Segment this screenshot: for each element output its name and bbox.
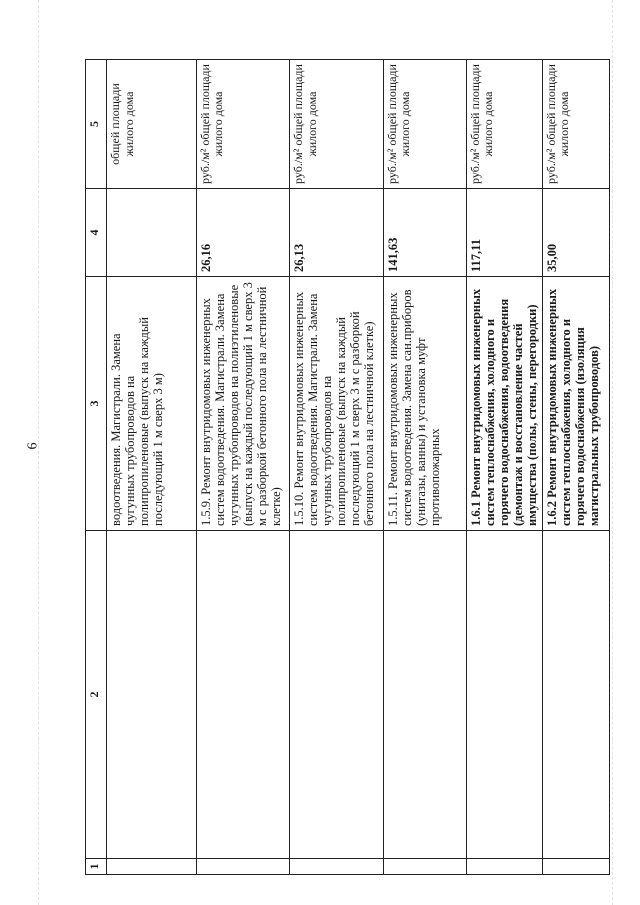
cell-unit: руб./м² общей площади жилого дома — [466, 60, 542, 189]
cell-col-1 — [290, 859, 383, 875]
cell-col-2 — [542, 531, 609, 859]
cell-description: 1.5.11. Ремонт внутридомовых инженерных систем водоотведения. Замена сан.приборов (унитазы, ванны) и установка муфт противопожарных — [383, 277, 466, 531]
cell-value: 26,16 — [196, 189, 289, 277]
header-col-5: 5 — [86, 60, 107, 189]
table-row — [107, 60, 196, 875]
cell-value — [107, 189, 196, 277]
cell-col-1 — [107, 859, 196, 875]
cell-description: 1.6.1 Ремонт внутридомовых инженерных систем теплоснабжения, холодного и горячего водоснабжения, водоотведения (демонтаж и восстановление частей имущества (полы, стены, перегородки) — [466, 277, 542, 531]
cell-value: 141,63 — [383, 189, 466, 277]
table-row — [196, 60, 289, 875]
cell-description: 1.6.2 Ремонт внутридомовых инженерных систем теплоснабжения, холодного и горячего водоснабжения (изоляция магистральных трубопроводов) — [542, 277, 609, 531]
page-number: 6 — [25, 442, 41, 450]
cell-unit: руб./м² общей площади жилого дома — [196, 60, 289, 189]
cell-value: 26,13 — [290, 189, 383, 277]
table-body — [107, 60, 610, 875]
cell-col-2 — [290, 531, 383, 859]
table-row — [383, 60, 466, 875]
cell-col-1 — [196, 859, 289, 875]
table-row — [290, 60, 383, 875]
header-col-3: 3 — [86, 277, 107, 531]
cell-col-1 — [542, 859, 609, 875]
table-row — [542, 60, 609, 875]
cell-description: 1.5.9. Ремонт внутридомовых инженерных систем водоотведения. Магистрали. Замена чугунных трубопроводов на полиэтиленовые (выпуск на каждый последующий 1 м сверх 3 м с разборкой бетонного пола на лестничной клетке) — [196, 277, 289, 531]
header-col-4: 4 — [86, 189, 107, 277]
cell-col-2 — [466, 531, 542, 859]
cell-col-2 — [107, 531, 196, 859]
header-col-1: 1 — [86, 859, 107, 875]
cell-unit: руб./м² общей площади жилого дома — [290, 60, 383, 189]
cell-col-2 — [383, 531, 466, 859]
cell-value: 35,00 — [542, 189, 609, 277]
cell-description: 1.5.10. Ремонт внутридомовых инженерных систем водоотведения. Магистрали. Замена чугунных трубопроводов на полипропиленовые (выпуск на каждый последующий 1 м сверх 3 м с разборкой бетонного пола на лестничной клетке) — [290, 277, 383, 531]
tariff-table — [85, 59, 610, 875]
cell-unit: руб./м² общей площади жилого дома — [542, 60, 609, 189]
table-row — [466, 60, 542, 875]
cell-col-1 — [383, 859, 466, 875]
rotated-table-container — [85, 60, 610, 875]
cell-col-2 — [196, 531, 289, 859]
cell-col-1 — [466, 859, 542, 875]
cell-description: водоотведения. Магистрали. Замена чугунных трубопроводов на полипропиленовые (выпуск на каждый последующий 1 м сверх 3 м) — [107, 277, 196, 531]
cell-value: 117,11 — [466, 189, 542, 277]
cell-unit: общей площади жилого дома — [107, 60, 196, 189]
cell-unit: руб./м² общей площади жилого дома — [383, 60, 466, 189]
header-col-2: 2 — [86, 531, 107, 859]
table-header-row — [86, 60, 107, 875]
